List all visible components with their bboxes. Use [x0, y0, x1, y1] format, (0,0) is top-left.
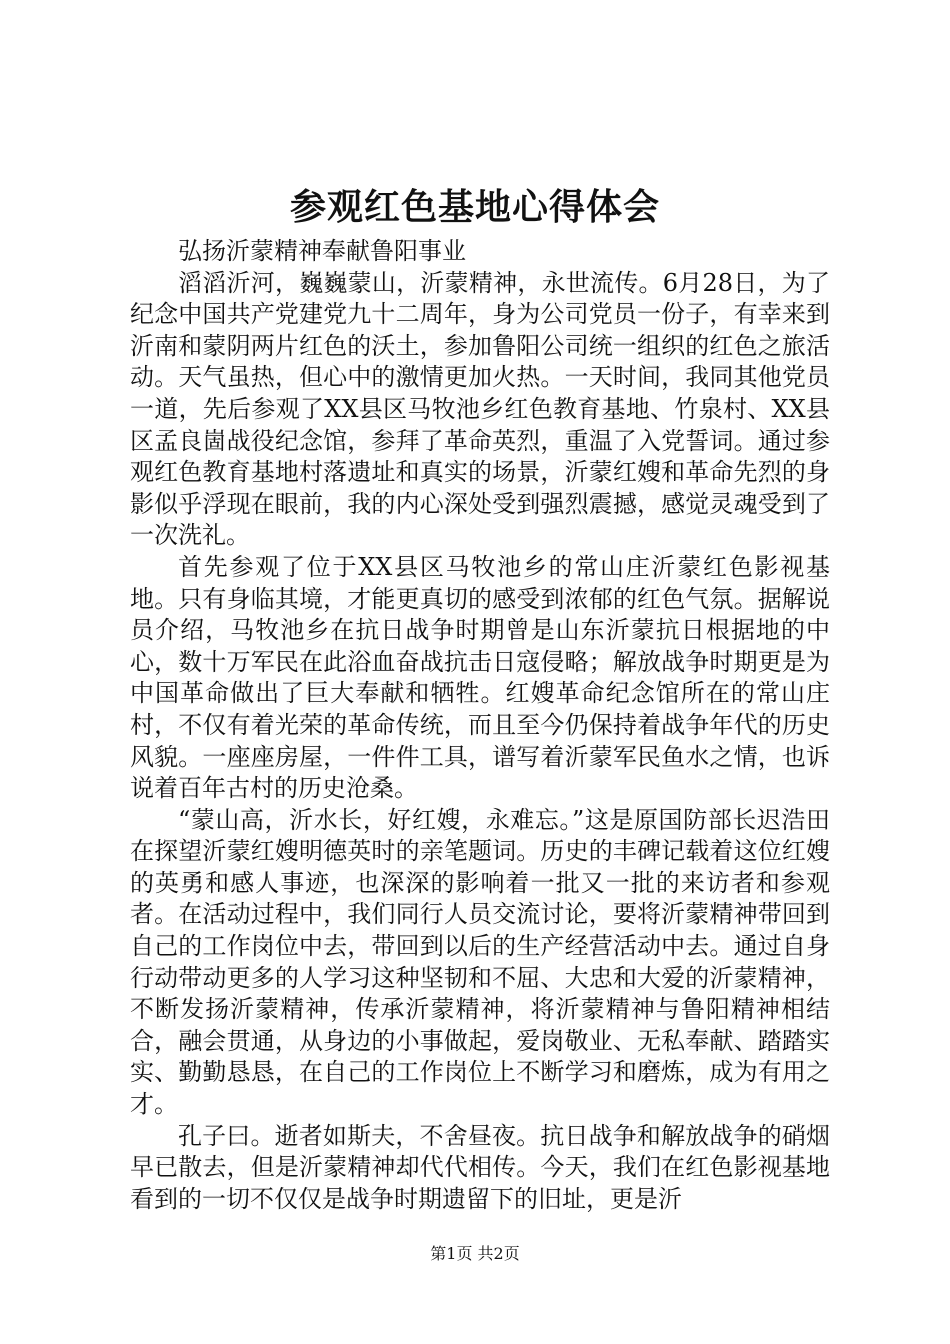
body-paragraph: 孔子曰。逝者如斯夫，不舍昼夜。抗日战争和解放战争的硝烟早已散去，但是沂蒙精神却代代相传。今天，我们在红色影视基地看到的一切不仅仅是战争时期遗留下的旧址，更是沂 [130, 1121, 830, 1213]
body-paragraph: “蒙山高，沂水长，好红嫂，永难忘。”这是原国防部长迟浩田在探望沂蒙红嫂明德英时的亲笔题词。历史的丰碑记载着这位红嫂的英勇和感人事迹，也深深的影响着一批又一批的来访者和参观者。在活动过程中，我们同行人员交流讨论，要将沂蒙精神带回到自己的工作岗位中去，带回到以后的生产经营活动中去。通过自身行动带动更多的人学习这种坚韧和不屈、大忠和大爱的沂蒙精神，不断发扬沂蒙精神，传承沂蒙精神，将沂蒙精神与鲁阳精神相结合，融会贯通，从身边的小事做起，爱岗敬业、无私奉献、踏踏实实、勤勤恳恳，在自己的工作岗位上不断学习和磨炼，成为有用之才。 [130, 805, 830, 1119]
body-paragraph: 滔滔沂河，巍巍蒙山，沂蒙精神，永世流传。6月28日，为了纪念中国共产党建党九十二周年，身为公司党员一份子，有幸来到沂南和蒙阴两片红色的沃土，参加鲁阳公司统一组织的红色之旅活动。天气虽热，但心中的激情更加火热。一天时间，我同其他党员一道，先后参观了XX县区马牧池乡红色教育基地、竹泉村、XX县区孟良崮战役纪念馆，参拜了革命英烈，重温了入党誓词。通过参观红色教育基地村落遗址和真实的场景，沂蒙红嫂和革命先烈的身影似乎浮现在眼前，我的内心深处受到强烈震撼，感觉灵魂受到了一次洗礼。 [130, 268, 830, 550]
page-number-footer: 第1页 共2页 [430, 1244, 520, 1263]
body-paragraph: 首先参观了位于XX县区马牧池乡的常山庄沂蒙红色影视基地。只有身临其境，才能更真切的感受到浓郁的红色气氛。据解说员介绍，马牧池乡在抗日战争时期曾是山东沂蒙抗日根据地的中心，数十万军民在此浴血奋战抗击日寇侵略；解放战争时期更是为中国革命做出了巨大奉献和牺牲。红嫂革命纪念馆所在的常山庄村，不仅有着光荣的革命传统，而且至今仍保持着战争年代的历史风貌。一座座房屋，一件件工具，谱写着沂蒙军民鱼水之情，也诉说着百年古村的历史沧桑。 [130, 552, 830, 803]
document-body [130, 236, 830, 1215]
document-title: 参观红色基地心得体会 [289, 187, 660, 228]
subtitle-paragraph: 弘扬沂蒙精神奉献鲁阳事业 [178, 237, 466, 265]
